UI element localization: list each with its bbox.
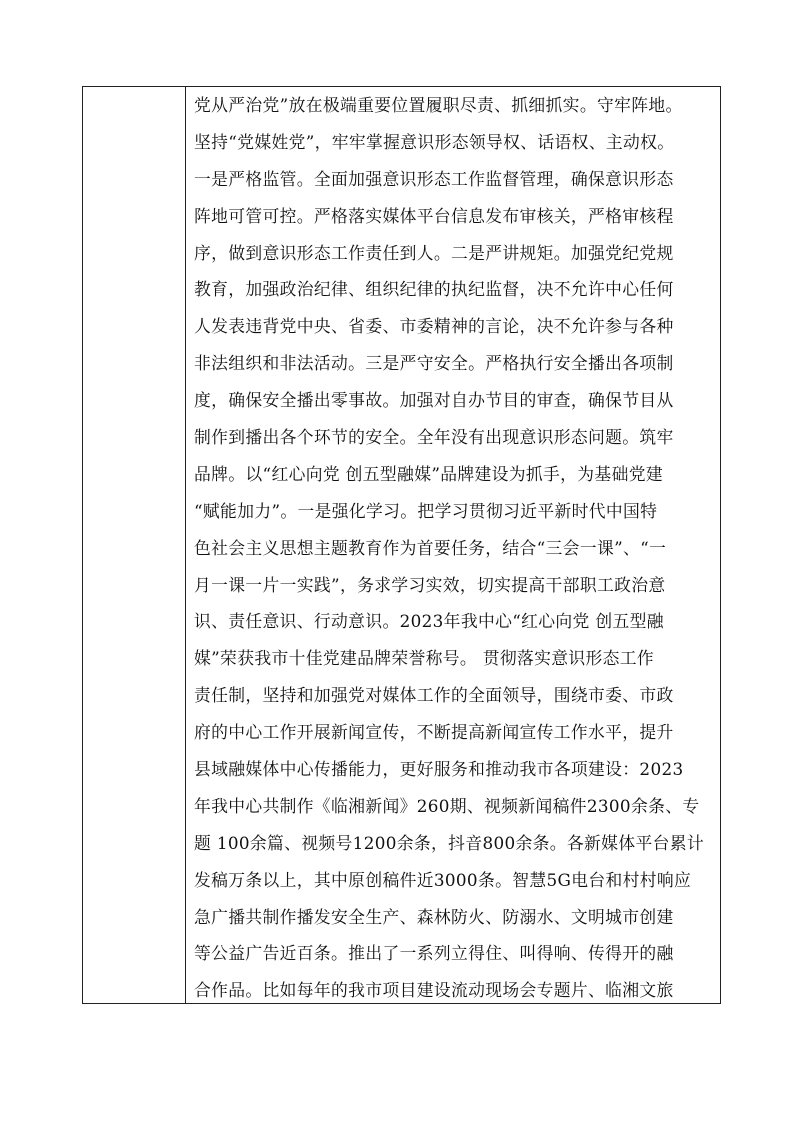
text-line: 等公益广告近百条。推出了一系列立得住、叫得响、传得开的融 xyxy=(194,943,674,964)
text-line: 度，确保安全播出零事故。加强对自办节目的审查，确保节目从 xyxy=(194,390,674,411)
text-line: 人发表违背党中央、省委、市委精神的言论，决不允许参与各种 xyxy=(194,316,674,337)
text-line: 题 100余篇、视频号1200余条，抖音800余条。各新媒体平台累计 xyxy=(194,832,704,853)
text-line: 月一课一片一实践”，务求学习实效，切实提高干部职工政治意 xyxy=(194,574,666,595)
text-line: 色社会主义思想主题教育作为首要任务，结合“三会一课”、“一 xyxy=(194,537,667,558)
text-line: 品牌。以“红心向党 创五型融媒”品牌建设为抓手，为基础党建 xyxy=(194,463,663,484)
text-line: 府的中心工作开展新闻宣传，不断提高新闻宣传工作水平，提升 xyxy=(194,722,674,743)
text-line: 合作品。比如每年的我市项目建设流动现场会专题片、临湘文旅 xyxy=(194,980,674,1001)
text-line: 媒”荣获我市十佳党建品牌荣誉称号。 贯彻落实意识形态工作 xyxy=(194,648,655,669)
text-line: 一是严格监管。全面加强意识形态工作监督管理，确保意识形态 xyxy=(194,168,674,189)
text-line: “赋能加力”。一是强化学习。把学习贯彻习近平新时代中国特 xyxy=(194,500,658,521)
text-line: 制作到播出各个环节的安全。全年没有出现意识形态问题。筑牢 xyxy=(194,427,674,448)
table-label-column xyxy=(83,87,186,1003)
text-line: 党从严治党”放在极端重要位置履职尽责、抓细抓实。守牢阵地。 xyxy=(194,95,683,115)
text-line: 年我中心共制作《临湘新闻》260期、视频新闻稿件2300余条、专 xyxy=(194,795,700,816)
text-line: 教育，加强政治纪律、组织纪律的执纪监督，决不允许中心任何 xyxy=(194,279,674,300)
text-line: 序，做到意识形态工作责任到人。二是严讲规矩。加强党纪党规 xyxy=(194,242,674,263)
text-line: 急广播共制作播发安全生产、森林防火、防溺水、文明城市创建 xyxy=(194,906,674,927)
report-table xyxy=(82,86,721,1004)
text-line: 发稿万条以上，其中原创稿件近3000条。智慧5G电台和村村响应 xyxy=(194,869,692,890)
text-line: 县域融媒体中心传播能力，更好服务和推动我市各项建设：2023 xyxy=(194,759,684,780)
text-line: 责任制，坚持和加强党对媒体工作的全面领导，围绕市委、市政 xyxy=(194,685,674,706)
table-content-cell xyxy=(187,87,720,1003)
text-line: 非法组织和非法活动。三是严守安全。严格执行安全播出各项制 xyxy=(194,353,674,374)
text-line: 坚持“党媒姓党”，牢牢掌握意识形态领导权、话语权、主动权。 xyxy=(194,131,675,152)
text-line: 识、责任意识、行动意识。2023年我中心“红心向党 创五型融 xyxy=(194,611,664,632)
text-line: 阵地可管可控。严格落实媒体平台信息发布审核关，严格审核程 xyxy=(194,205,674,226)
